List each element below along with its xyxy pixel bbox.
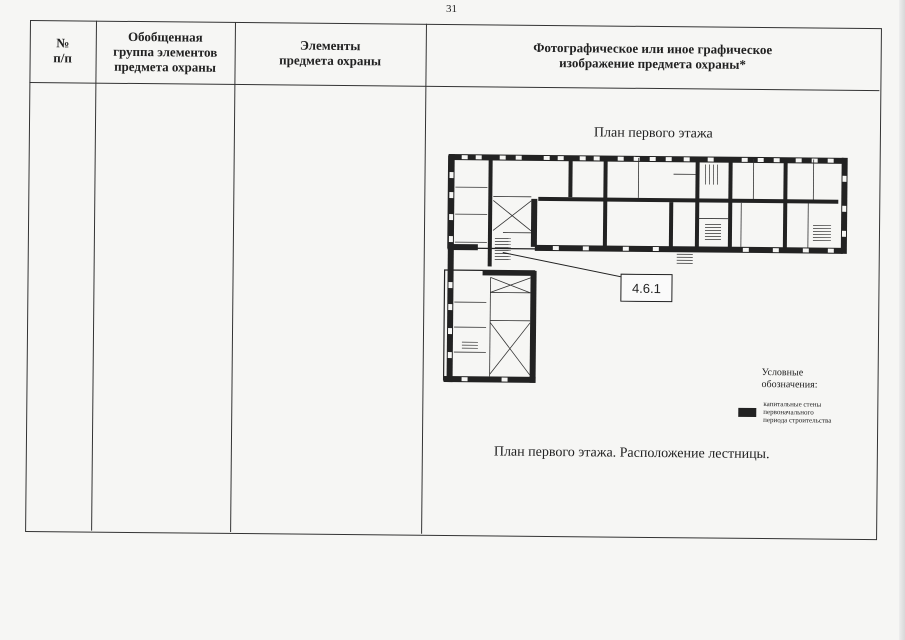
header-group: Обобщенная группа элементов предмета охраны — [113, 28, 218, 75]
legend-swatch — [738, 408, 756, 417]
header-elements: Элементы предмета охраны — [279, 37, 382, 69]
plan-caption: План первого этажа. Расположение лестницы. — [493, 444, 770, 463]
page-edge — [899, 0, 905, 640]
heritage-table — [25, 20, 880, 538]
header-number: № п/п — [53, 35, 73, 66]
legend-title: Условные обозначения: — [761, 367, 818, 391]
plan-title: План первого этажа — [593, 125, 713, 142]
stair-callout-label: 4.6.1 — [620, 274, 672, 302]
header-image: Фотографическое или иное графическое изображение предмета охраны* — [533, 39, 773, 72]
legend-text: капитальные стены первоначального периода строительства — [763, 400, 832, 425]
page-number: 31 — [446, 3, 457, 15]
